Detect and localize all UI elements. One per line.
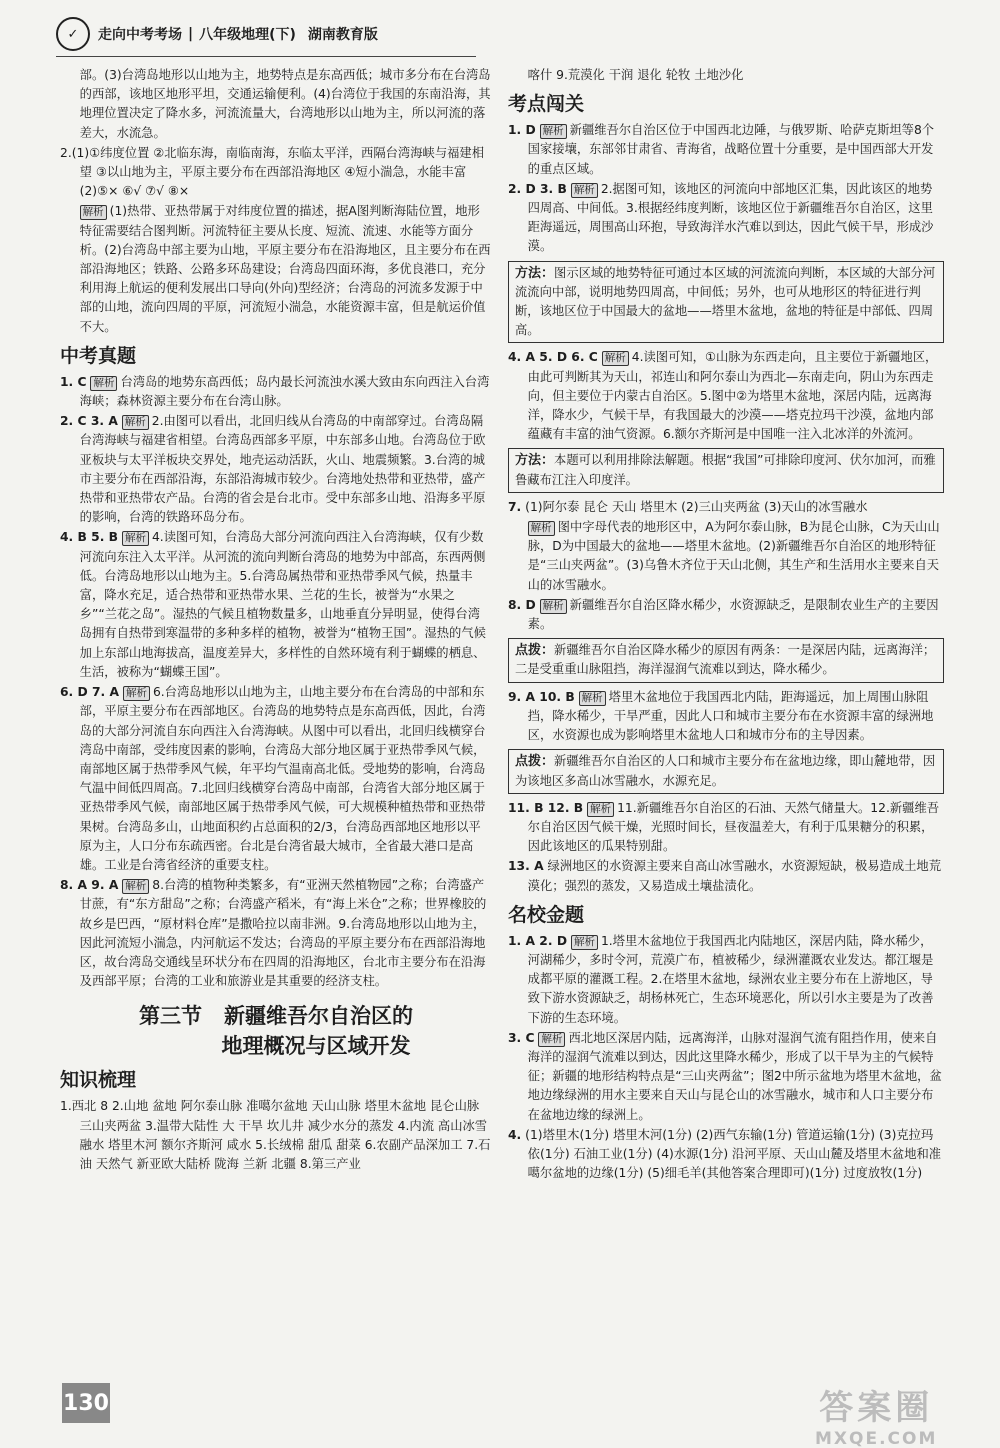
answer-item — [508, 180, 944, 257]
page-number: 130 — [62, 1383, 110, 1423]
answer-item — [60, 144, 492, 202]
answer-text: 6.台湾岛地形以山地为主，山地主要分布在台湾岛的中部和东部，平原主要分布在西部地区。台湾岛的地势特点是东高西低，因此，台湾岛的大部分河流自东向西注入台湾海峡。从图中可以看出，北回归线横穿台湾岛中南部，受纬度因素的影响，台湾岛大部分地区属于亚热带季风气候，南部地区属于热带季风气候，年平均气温南高北低。受地势的影响，台湾岛气温中间低四周高。7.北回归线横穿台湾岛中南部，台湾省大部分地区属于亚热带季风气候，南部地区属于热带季风气候，可大规模种植热带和亚热带果树。台湾岛多山，山地面积约占总面积的2/3，台湾岛西部地区地形以平原为主，人口分布东疏西密。台北是台湾省最大城市，全省最大港口是高雄。工业是台湾省经济的重要支柱。 — [79, 685, 486, 872]
answer-text: 图中字母代表的地形区中，A为阿尔泰山脉，B为昆仑山脉，C为天山山脉，D为中国最大的盆地——塔里木盆地。(2)新疆维吾尔自治区的地形特征是“三山夹两盆”。(3)乌鲁木齐位于天山北侧，其生产和生活用水主要来自天山的冰雪融水。 — [527, 520, 940, 592]
header-publisher: 湖南教育版 — [307, 27, 378, 43]
tip-text: 图示区域的地势特征可通过本区域的河流流向判断，本区域的大部分河流流向中部，说明地势四周高，中间低；另外，也可从地形区的特征进行判断，该地区位于中国最大的盆地——塔里木盆地，盆地的特征是中部低、四周高。 — [515, 265, 936, 338]
chapter-title-part2: 地理概况与区域开发 — [221, 1034, 411, 1059]
header-book-title: 八年级地理(下) — [199, 27, 296, 43]
answer-label: 2. D 3. B — [508, 181, 567, 196]
section-heading: 名校金题 — [508, 903, 585, 926]
left-column — [60, 66, 492, 1175]
answer-text: 喀什 9.荒漠化 干润 退化 轮牧 土地沙化 — [527, 68, 744, 82]
chapter-title-part1: 新疆维吾尔自治区的 — [224, 1004, 413, 1029]
analysis-tag: 解析 — [123, 686, 150, 701]
answer-text: 2.(1)①纬度位置 ②北临东海，南临南海，东临太平洋，西隔台湾海峡与福建相望 ③以山地为主，平原主要分布在西部沿海地区 ④短小湍急，水能丰富 (2)⑤× ⑥√ ⑦√ ⑧× — [60, 145, 485, 199]
watermark-text: 答案圈 — [819, 1388, 934, 1428]
answer-label: 13. A — [508, 859, 544, 874]
answer-item — [60, 412, 492, 527]
answer-text: 8.台湾的植物种类繁多，有“亚洲天然植物园”之称；台湾盛产甘蔗，有“东方甜岛”之称；台湾盛产稻米，有“海上米仓”之称；世界橡胶的故乡是巴西，“原材料仓库”是撒哈拉以南非洲。9.台湾岛地形以山地为主，因此河流短小湍急，内河航运不发达；台湾岛的平原主要分布在西部沿海地区，故台湾岛交通线呈环状分布在四周的沿海地区，台北市主要分布在沿海及西部平原；台湾的工业和旅游业是其重要的经济支柱。 — [79, 878, 487, 989]
brand-logo-icon: ✓ — [56, 17, 90, 51]
tip-box — [508, 749, 944, 793]
answer-text: 2.由图可以看出，北回归线从台湾岛的中南部穿过。台湾岛隔台湾海峡与福建省相望。台湾岛西部多平原，中东部多山地。台湾岛位于欧亚板块与太平洋板块交界处，地壳运动活跃，火山、地震频繁。3.台湾的城市主要分布在西部沿海，东部沿海城市较少。台湾地处热带和亚热带，盛产热带和亚热带农产品。台湾的省会是台北市。受中东部多山地、沿海多平原的影响，台湾的铁路环岛分布。 — [79, 414, 486, 525]
analysis-tag: 解析 — [579, 691, 606, 706]
answer-continuation — [60, 202, 492, 336]
analysis-tag: 解析 — [571, 935, 598, 950]
answer-label: 4. A 5. D 6. C — [508, 350, 598, 365]
answer-continuation — [60, 66, 492, 143]
analysis-tag: 解析 — [540, 124, 567, 139]
page-header — [56, 14, 676, 54]
answer-label: 8. A 9. A — [60, 878, 119, 893]
tip-box — [508, 448, 944, 492]
answer-label: 4. — [508, 1127, 522, 1142]
answer-text: (1)塔里木(1分) 塔里木河(1分) (2)西气东输(1分) 管道运输(1分) (3)克拉玛依(1分) 石油工业(1分) (4)水源(1分) 沿河平原、天山山麓及塔里木盆地和准噶尔盆地的边缘(1分) (5)细毛羊(其他答案合理即可)(1分) 过度放牧(1分) — [525, 1127, 942, 1181]
right-column — [508, 66, 944, 1184]
answer-label: 1. D — [508, 123, 536, 138]
header-separator: | — [188, 26, 194, 42]
answer-text: 1.塔里木盆地位于我国西北内陆地区，深居内陆，降水稀少，河湖稀少，多时令河，荒漠广布，植被稀少，绿洲灌溉农业发达。都江堰是成都平原的灌溉工程。2.在塔里木盆地，绿洲农业主要分布在上游地区，导致下游水资源缺乏，胡杨林死亡，生态环境恶化，所以引水主要是为了改善下游的生态环境。 — [527, 933, 934, 1025]
answer-label: 4. B 5. B — [60, 530, 119, 545]
answer-item — [60, 1097, 492, 1174]
answer-label: 3. C — [508, 1030, 535, 1045]
answer-item — [508, 498, 944, 517]
answer-item — [508, 1029, 944, 1125]
analysis-tag: 解析 — [602, 351, 629, 366]
answer-item — [508, 799, 944, 857]
answer-text: 4.读图可知，①山脉为东西走向，且主要位于新疆地区，由此可判断其为天山，祁连山和阿尔泰山为西北—东南走向，阴山为东西走向，但主要位于内蒙古自治区。5.图中②为塔里木盆地，深居内陆，远离海洋，降水少，气候干旱，有我国最大的沙漠——塔克拉玛干沙漠，盆地内部蕴藏有丰富的油气资源。6.额尔齐斯河是中国唯一注入北冰洋的外流河。 — [527, 350, 938, 442]
tip-label: 点拨： — [515, 754, 555, 770]
tip-box — [508, 261, 944, 344]
tip-text: 本题可以利用排除法解题。根据“我国”可排除印度河、伏尔加河，而雅鲁藏布江注入印度洋。 — [515, 453, 936, 487]
answer-label: 9. A 10. B — [508, 689, 575, 704]
answer-item — [508, 1126, 944, 1184]
tip-box — [508, 638, 944, 682]
answer-text: (1)阿尔泰 昆仑 天山 塔里木 (2)三山夹两盆 (3)天山的冰雪融水 — [525, 499, 868, 514]
answer-item — [508, 688, 944, 746]
answer-text: 新疆维吾尔自治区位于中国西北边陲，与俄罗斯、哈萨克斯坦等8个国家接壤，东部邻甘肃省、青海省，战略位置十分重要，是中国西部大开发的重点区域。 — [527, 123, 935, 176]
watermark-logo — [815, 1380, 937, 1448]
section-heading: 知识梳理 — [60, 1069, 137, 1092]
analysis-tag: 解析 — [80, 205, 107, 220]
answer-text: 西北地区深居内陆，远离海洋，山脉对湿润气流有阻挡作用，使来自海洋的湿润气流难以到达，因此这里降水稀少，形成了以干旱为主的气候特征；新疆的地形结构特点是“三山夹两盆”；图2中所示盆地为塔里木盆地，盆地边缘绿洲的用水主要来自天山与昆仑山的冰雪融水，城市和人口主要分布在盆地边缘的绿洲上。 — [527, 1030, 942, 1122]
analysis-tag: 解析 — [587, 802, 614, 817]
chapter-title-line — [60, 1001, 492, 1031]
analysis-tag: 解析 — [122, 415, 149, 430]
analysis-tag: 解析 — [540, 599, 567, 614]
analysis-tag: 解析 — [90, 376, 117, 391]
answer-label: 1. C — [60, 374, 87, 389]
answer-text: 1.西北 8 2.山地 盆地 阿尔泰山脉 准噶尔盆地 天山山脉 塔里木盆地 昆仑山脉 三山夹两盆 3.温带大陆性 大 干旱 坎儿井 减少水分的蒸发 4.内流 高山冰雪融水 塔里木河 额尔齐斯河 咸水 5.长绒棉 甜瓜 甜菜 6.农副产品深加工 7.石油 天然气 新亚欧大陆桥 陇海 兰新 北疆 8.第三产业 — [60, 1099, 491, 1171]
answer-text: 11.新疆维吾尔自治区的石油、天然气储量大。12.新疆维吾尔自治区因气候干燥，光照时间长，昼夜温差大，有利于瓜果糖分的积累，因此该地区的瓜果特别甜。 — [527, 800, 940, 854]
tip-label: 方法： — [515, 265, 555, 281]
answer-text: 新疆维吾尔自治区降水稀少，水资源缺乏，是限制农业生产的主要因素。 — [527, 597, 939, 632]
answer-label: 8. D — [508, 597, 536, 612]
analysis-tag: 解析 — [122, 531, 149, 546]
answer-label: 2. C 3. A — [60, 414, 118, 429]
answer-text: 4.读图可知，台湾岛大部分河流向西注入台湾海峡，仅有少数河流向东注入太平洋。从河流的流向判断台湾岛的地势为中部高，东西两侧低。台湾岛地形以山地为主。5.台湾岛属热带和亚热带季风气候，热量丰富，降水充足，适合热带和亚热带水果、兰花的生长，被誉为“水果之乡”“兰花之岛”。湿热的气候且植物数量多，山地垂直分异明显，使得台湾岛拥有自热带到寒温带的多种多样的植物，被誉为“植物王国”。湿热的气候加上东部山地海拔高，温度差异大，多样性的自然环境有利于蝴蝶的栖息、生活，被称为“蝴蝶王国”。 — [79, 530, 486, 679]
answer-label: 6. D 7. A — [60, 685, 120, 700]
analysis-tag: 解析 — [122, 879, 149, 894]
answer-continuation — [508, 66, 944, 85]
answer-text: (1)热带、亚热带属于对纬度位置的描述，据A图判断海陆位置，地形特征需要结合图判断。河流特征主要从长度、短流、流速、水能等方面分析。(2)台湾岛中部主要为山地，平原主要分布在沿海地区，且主要分布在西部沿海地区；铁路、公路多环岛建设；台湾岛四面环海，多优良港口，充分利用海上航运的便利发展出口导向(外向)型经济；台湾岛的河流多发源于中部的山地，流向四周的平原，河流短小湍急，水能资源丰富，但是航运价值不大。 — [79, 204, 491, 334]
chapter-number: 第三节 — [139, 1004, 202, 1029]
answer-item — [60, 876, 492, 991]
answer-text: 部。(3)台湾岛地形以山地为主，地势特点是东高西低；城市多分布在台湾岛的西部，该地区地形平坦，交通运输便利。(4)台湾位于我国的东南沿海，其地理位置决定了降水多，河流流量大，台湾地形以山地为主，所以河流的落差大，水流急。 — [79, 68, 491, 140]
analysis-tag: 解析 — [528, 521, 555, 536]
tip-label: 点拨： — [515, 643, 555, 659]
chapter-title — [60, 1001, 492, 1061]
answer-text: 2.据图可知，该地区的河流向中部地区汇集，因此该区的地势四周高、中间低。3.根据经纬度判断，该地区位于新疆维吾尔自治区，这里距海遥远，周围高山环抱，导致海洋水汽难以到达，因此气候干旱，形成沙漠。 — [527, 181, 934, 254]
answer-item — [60, 683, 492, 875]
answer-item — [508, 932, 944, 1028]
tip-label: 方法： — [515, 453, 555, 469]
answer-item — [508, 857, 944, 895]
answer-label: 11. B 12. B — [508, 800, 584, 815]
answer-item — [60, 528, 492, 682]
answer-text: 台湾岛的地势东高西低；岛内最长河流浊水溪大致由东向西注入台湾海峡；森林资源主要分布在台湾山脉。 — [79, 374, 490, 409]
tip-text: 新疆维吾尔自治区降水稀少的原因有两条：一是深居内陆，远离海洋；二是受重重山脉阻挡，海洋湿润气流难以到达，降水稀少。 — [515, 643, 936, 677]
answer-item — [508, 348, 944, 444]
watermark-url: MXQE.COM — [815, 1429, 938, 1448]
analysis-tag: 解析 — [538, 1032, 565, 1047]
section-heading: 中考真题 — [60, 344, 137, 367]
answer-label: 7. — [508, 499, 522, 514]
analysis-tag: 解析 — [571, 183, 598, 198]
answer-item — [60, 373, 492, 411]
tip-text: 新疆维吾尔自治区的人口和城市主要分布在盆地边缘，即山麓地带，因为该地区多高山冰雪融水，水源充足。 — [515, 754, 936, 788]
header-brand: 走向中考考场 — [98, 27, 182, 43]
section-heading: 考点闯关 — [508, 93, 585, 116]
header-rule — [56, 56, 476, 57]
answer-label: 1. A 2. D — [508, 933, 568, 948]
answer-item — [508, 121, 944, 179]
answer-text: 塔里木盆地位于我国西北内陆，距海遥远，加上周围山脉阻挡，降水稀少，干旱严重，因此人口和城市主要分布在水资源丰富的绿洲地区，水资源也成为影响塔里木盆地人口和城市分布的主导因素。 — [527, 689, 934, 743]
answer-text: 绿洲地区的水资源主要来自高山冰雪融水，水资源短缺，极易造成土地荒漠化；强烈的蒸发，又易造成土壤盐渍化。 — [527, 859, 942, 893]
answer-item — [508, 596, 944, 634]
answer-continuation — [508, 518, 944, 595]
